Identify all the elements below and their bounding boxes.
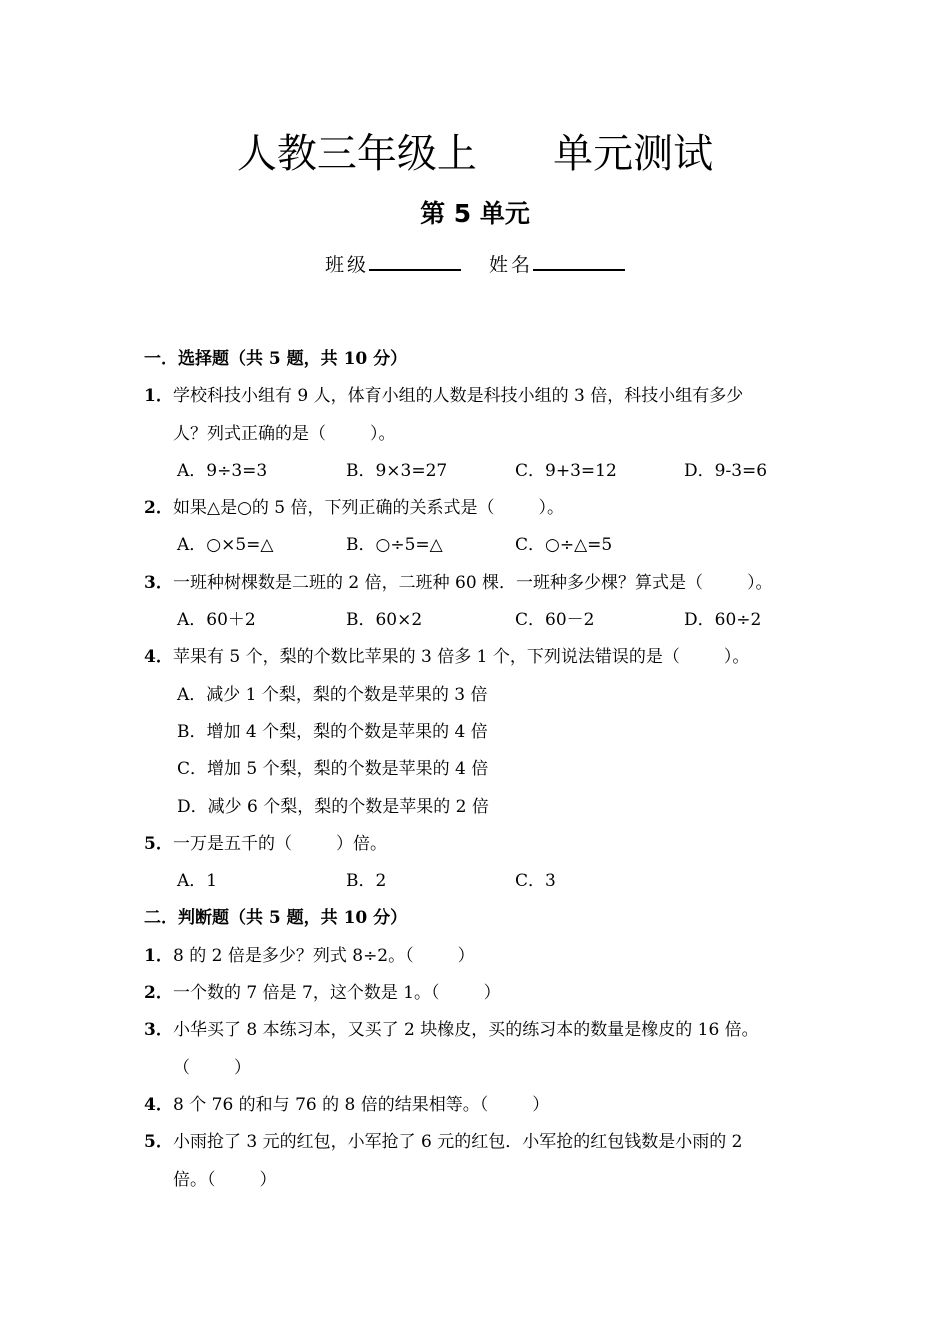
- question-text: 学校科技小组有 9 人，体育小组的人数是科技小组的 3 倍，科技小组有多少: [173, 386, 744, 407]
- option-a[interactable]: A．60＋2: [177, 610, 256, 631]
- question-text: 一班种树棵数是二班的 2 倍，二班种 60 棵．一班种多少棵？算式是（: [173, 572, 704, 593]
- question-row: [144, 565, 844, 602]
- option-a[interactable]: A．1: [177, 871, 218, 892]
- question-number: 1．: [144, 386, 173, 407]
- option-d[interactable]: D．减少 6 个梨，梨的个数是苹果的 2 倍: [177, 796, 489, 817]
- bracket-close: ）: [457, 945, 475, 966]
- question-text: 一万是五千的（: [173, 833, 292, 854]
- question-number: 2．: [144, 983, 173, 1004]
- name-label: 姓名: [489, 254, 534, 276]
- question-row: [144, 378, 844, 415]
- option-b[interactable]: B．○÷5=△: [346, 535, 443, 556]
- section-heading-judgment: 二．判断题（共 5 题，共 10 分）: [144, 908, 408, 929]
- question-text: 倍。（: [173, 1169, 216, 1190]
- question-row: [144, 639, 844, 676]
- option-c[interactable]: C．9+3=12: [515, 460, 617, 481]
- question-number: 3．: [144, 572, 173, 593]
- name-blank[interactable]: [533, 251, 625, 271]
- question-text: 小雨抢了 3 元的红包，小军抢了 6 元的红包．小军抢的红包钱数是小雨的 2: [173, 1132, 743, 1153]
- question-row: [144, 1012, 844, 1049]
- option-a[interactable]: A．9÷3=3: [177, 460, 268, 481]
- question-text: 小华买了 8 本练习本，又买了 2 块橡皮，买的练习本的数量是橡皮的 16 倍。: [173, 1020, 759, 1041]
- questions-body: [144, 341, 844, 1199]
- question-number: 4．: [144, 647, 173, 668]
- question-text-end: ）。: [370, 423, 396, 444]
- question-row: [144, 490, 844, 527]
- question-text: 8 个 76 的和与 76 的 8 倍的结果相等。（: [173, 1094, 489, 1115]
- option-a[interactable]: A．减少 1 个梨，梨的个数是苹果的 3 倍: [177, 684, 488, 705]
- option-a[interactable]: A．○×5=△: [177, 535, 274, 556]
- question-row: [144, 938, 844, 975]
- question-row: [144, 1087, 844, 1124]
- question-text: 人？列式正确的是（: [173, 423, 326, 444]
- options-row: [144, 453, 844, 490]
- options-row: [144, 527, 844, 564]
- option-d[interactable]: D．9-3=6: [684, 460, 768, 481]
- question-number: 5．: [144, 1132, 173, 1153]
- options-row: [144, 863, 844, 900]
- option-c[interactable]: C．○÷△=5: [515, 535, 613, 556]
- question-number: 4．: [144, 1094, 173, 1115]
- option-d[interactable]: D．60÷2: [684, 610, 762, 631]
- question-number: 5．: [144, 833, 173, 854]
- option-b[interactable]: B．9×3=27: [346, 460, 448, 481]
- question-text: 如果△是○的 5 倍，下列正确的关系式是（: [173, 498, 495, 519]
- bracket-close: ）: [234, 1057, 251, 1078]
- question-number: 2．: [144, 498, 173, 519]
- question-text-end: ）。: [723, 647, 750, 668]
- section-heading-choice: 一．选择题（共 5 题，共 10 分）: [144, 349, 408, 369]
- question-row: [144, 1124, 844, 1161]
- question-number: 1．: [144, 945, 173, 966]
- option-b[interactable]: B．增加 4 个梨，梨的个数是苹果的 4 倍: [177, 721, 488, 742]
- question-text-end: ）。: [538, 498, 565, 519]
- unit-subtitle: 第 5 单元: [420, 199, 530, 228]
- page-title: 人教三年级上 单元测试: [236, 131, 714, 177]
- option-c[interactable]: C．3: [515, 871, 556, 892]
- question-text: 一个数的 7 倍是 7，这个数是 1。（: [173, 983, 440, 1004]
- bracket-close: ）: [532, 1094, 550, 1115]
- question-row: [144, 826, 844, 863]
- question-text-end: ）。: [747, 572, 773, 593]
- class-label: 班级: [324, 254, 369, 276]
- bracket-close: ）: [259, 1169, 277, 1190]
- question-text-end: ）倍。: [336, 833, 387, 854]
- question-row-continued: [144, 1050, 844, 1087]
- bracket-open: （: [173, 1057, 190, 1078]
- option-c[interactable]: C．增加 5 个梨，梨的个数是苹果的 4 倍: [177, 759, 489, 780]
- option-b[interactable]: B．60×2: [346, 610, 423, 631]
- question-number: 3．: [144, 1020, 173, 1041]
- question-text: 苹果有 5 个，梨的个数比苹果的 3 倍多 1 个，下列说法错误的是（: [173, 647, 680, 668]
- option-c[interactable]: C．60－2: [515, 610, 595, 631]
- options-row: [144, 602, 844, 639]
- question-row: [144, 975, 844, 1012]
- option-b[interactable]: B．2: [346, 871, 387, 892]
- question-text: 8 的 2 倍是多少？列式 8÷2。（: [173, 945, 414, 966]
- class-blank[interactable]: [369, 251, 461, 271]
- question-row-continued: [144, 1162, 844, 1199]
- student-info-bar: [0, 250, 950, 280]
- question-row-continued: [144, 416, 844, 453]
- bracket-close: ）: [483, 983, 501, 1004]
